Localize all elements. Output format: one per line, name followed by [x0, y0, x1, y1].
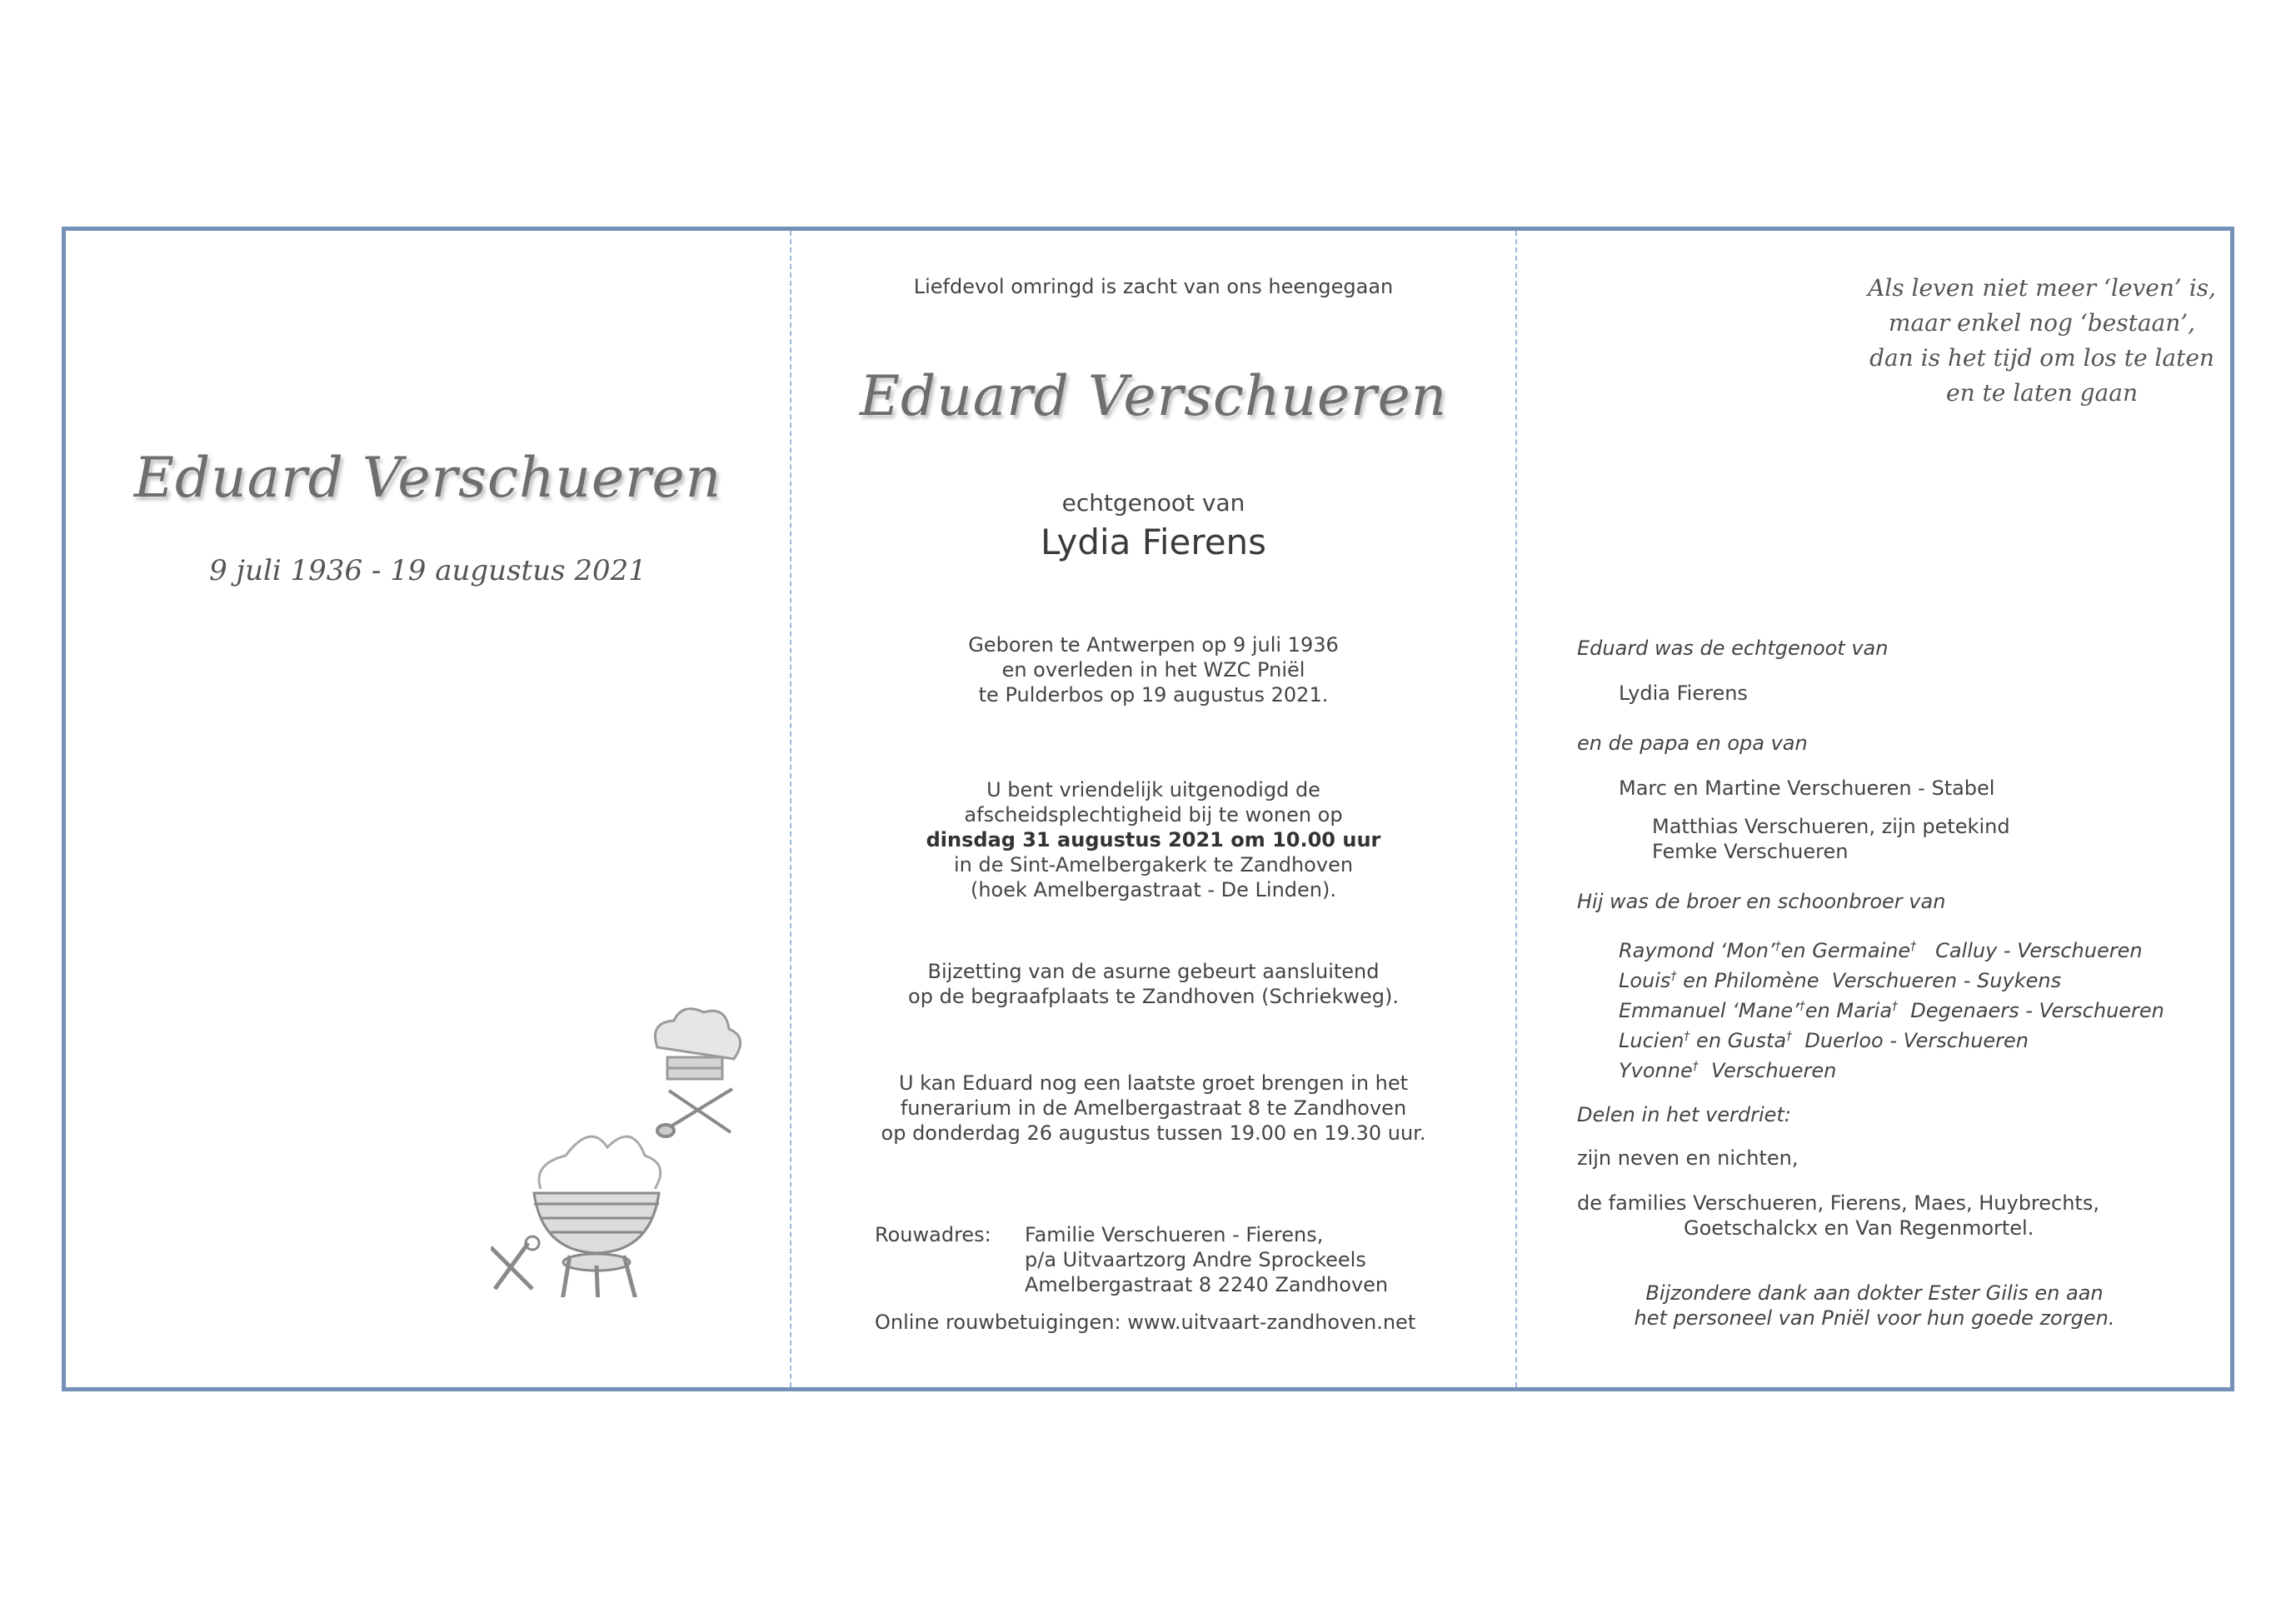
thanks-line: het personeel van Pniël voor hun goede zorgen.	[1634, 1306, 2115, 1330]
families-line: de families Verschueren, Fierens, Maes, Huybrechts,	[1577, 1191, 2099, 1215]
mourning-address	[875, 1222, 1508, 1297]
spouse-intro: echtgenoot van	[1061, 489, 1245, 517]
panel-middle	[791, 231, 1515, 1387]
visit-line: U kan Eduard nog een laatste groet brengen in het	[898, 1071, 1409, 1095]
visit-line: funerarium in de Amelbergastraat 8 te Zandhoven	[900, 1096, 1407, 1120]
online-condolences: Online rouwbetuigingen: www.uitvaart-zandhoven.net	[875, 1311, 1416, 1334]
sibling-line: Yvonne† Verschueren	[1619, 1059, 1837, 1082]
ceremony-place: in de Sint-Amelbergakerk te Zandhoven	[953, 853, 1354, 876]
mourning-heading: Delen in het verdriet:	[1577, 1103, 1791, 1126]
address-line: Amelbergastraat 8 2240 Zandhoven	[1025, 1273, 1389, 1296]
death-line: en overleden in het WZC Pniël	[1001, 658, 1305, 682]
address-line: Familie Verschueren - Fierens,	[1025, 1223, 1324, 1246]
spouse-name: Lydia Fierens	[1040, 522, 1267, 562]
chef-hat-icon	[656, 1009, 741, 1079]
grandchild-name: Femke Verschueren	[1652, 840, 1849, 863]
announcement-intro: Liefdevol omringd is zacht van ons heengegaan	[913, 275, 1394, 298]
visit-line: op donderdag 26 augustus tussen 19.00 en 19.30 uur.	[881, 1121, 1426, 1145]
ceremony-invitation	[791, 777, 1515, 902]
ceremony-date: dinsdag 31 augustus 2021 om 10.00 uur	[926, 828, 1381, 851]
death-place-line: te Pulderbos op 19 augustus 2021.	[978, 683, 1329, 707]
families-line: Goetschalckx en Van Regenmortel.	[1684, 1216, 2034, 1240]
spouse-name: Lydia Fierens	[1619, 682, 1748, 705]
quote-line: en te laten gaan	[1946, 379, 2138, 407]
address-label: Rouwadres:	[875, 1223, 991, 1246]
deceased-name-cover: Eduard Verschueren	[133, 446, 722, 510]
poem-quote	[1834, 271, 2250, 411]
tools-icon	[491, 1236, 539, 1289]
grill-icon	[534, 1136, 661, 1297]
burial-line: op de begraafplaats te Zandhoven (Schriekweg).	[908, 985, 1399, 1008]
deceased-name: Eduard Verschueren	[859, 364, 1448, 428]
sibling-line: Lucien† en Gusta† Duerloo - Verschueren	[1619, 1029, 2029, 1052]
quote-line: dan is het tijd om los te laten	[1869, 344, 2214, 372]
sibling-line: Emmanuel ‘Mane’†en Maria† Degenaers - Verschueren	[1619, 999, 2164, 1022]
address-line: p/a Uitvaartzorg Andre Sprockeels	[1025, 1248, 1366, 1271]
spouse-heading: Eduard was de echtgenoot van	[1577, 637, 1889, 660]
children-heading: en de papa en opa van	[1577, 732, 1808, 755]
siblings-heading: Hij was de broer en schoonbroer van	[1577, 890, 1946, 913]
birth-death-info	[791, 632, 1515, 707]
memorial-card	[62, 227, 2234, 1391]
grandchild-name: Matthias Verschueren, zijn petekind	[1652, 815, 2010, 838]
burial-info	[791, 959, 1515, 1009]
sibling-line: Louis† en Philomène Verschueren - Suykens	[1619, 969, 2062, 992]
burial-line: Bijzetting van de asurne gebeurt aansluitend	[927, 960, 1380, 983]
panel-left	[66, 231, 790, 1387]
thanks-note	[1517, 1281, 2232, 1331]
barbecue-illustration	[491, 997, 757, 1297]
life-dates: 9 juli 1936 - 19 augustus 2021	[209, 554, 646, 587]
children-names: Marc en Martine Verschueren - Stabel	[1619, 777, 1995, 800]
panel-right	[1517, 231, 2232, 1387]
cousins-line: zijn neven en nichten,	[1577, 1146, 1799, 1170]
ceremony-address: (hoek Amelbergastraat - De Linden).	[970, 878, 1337, 901]
visitation-info	[791, 1071, 1515, 1146]
quote-line: Als leven niet meer ‘leven’ is,	[1868, 274, 2216, 302]
birth-line: Geboren te Antwerpen op 9 juli 1936	[968, 633, 1339, 657]
spatula-fork-icon	[657, 1089, 732, 1136]
thanks-line: Bijzondere dank aan dokter Ester Gilis en aan	[1645, 1281, 2104, 1305]
quote-line: maar enkel nog ‘bestaan’,	[1888, 309, 2196, 337]
invite-line: afscheidsplechtigheid bij te wonen op	[964, 803, 1343, 826]
sibling-line: Raymond ‘Mon’†en Germaine† Calluy - Verschueren	[1619, 939, 2143, 962]
invite-line: U bent vriendelijk uitgenodigd de	[986, 778, 1320, 802]
